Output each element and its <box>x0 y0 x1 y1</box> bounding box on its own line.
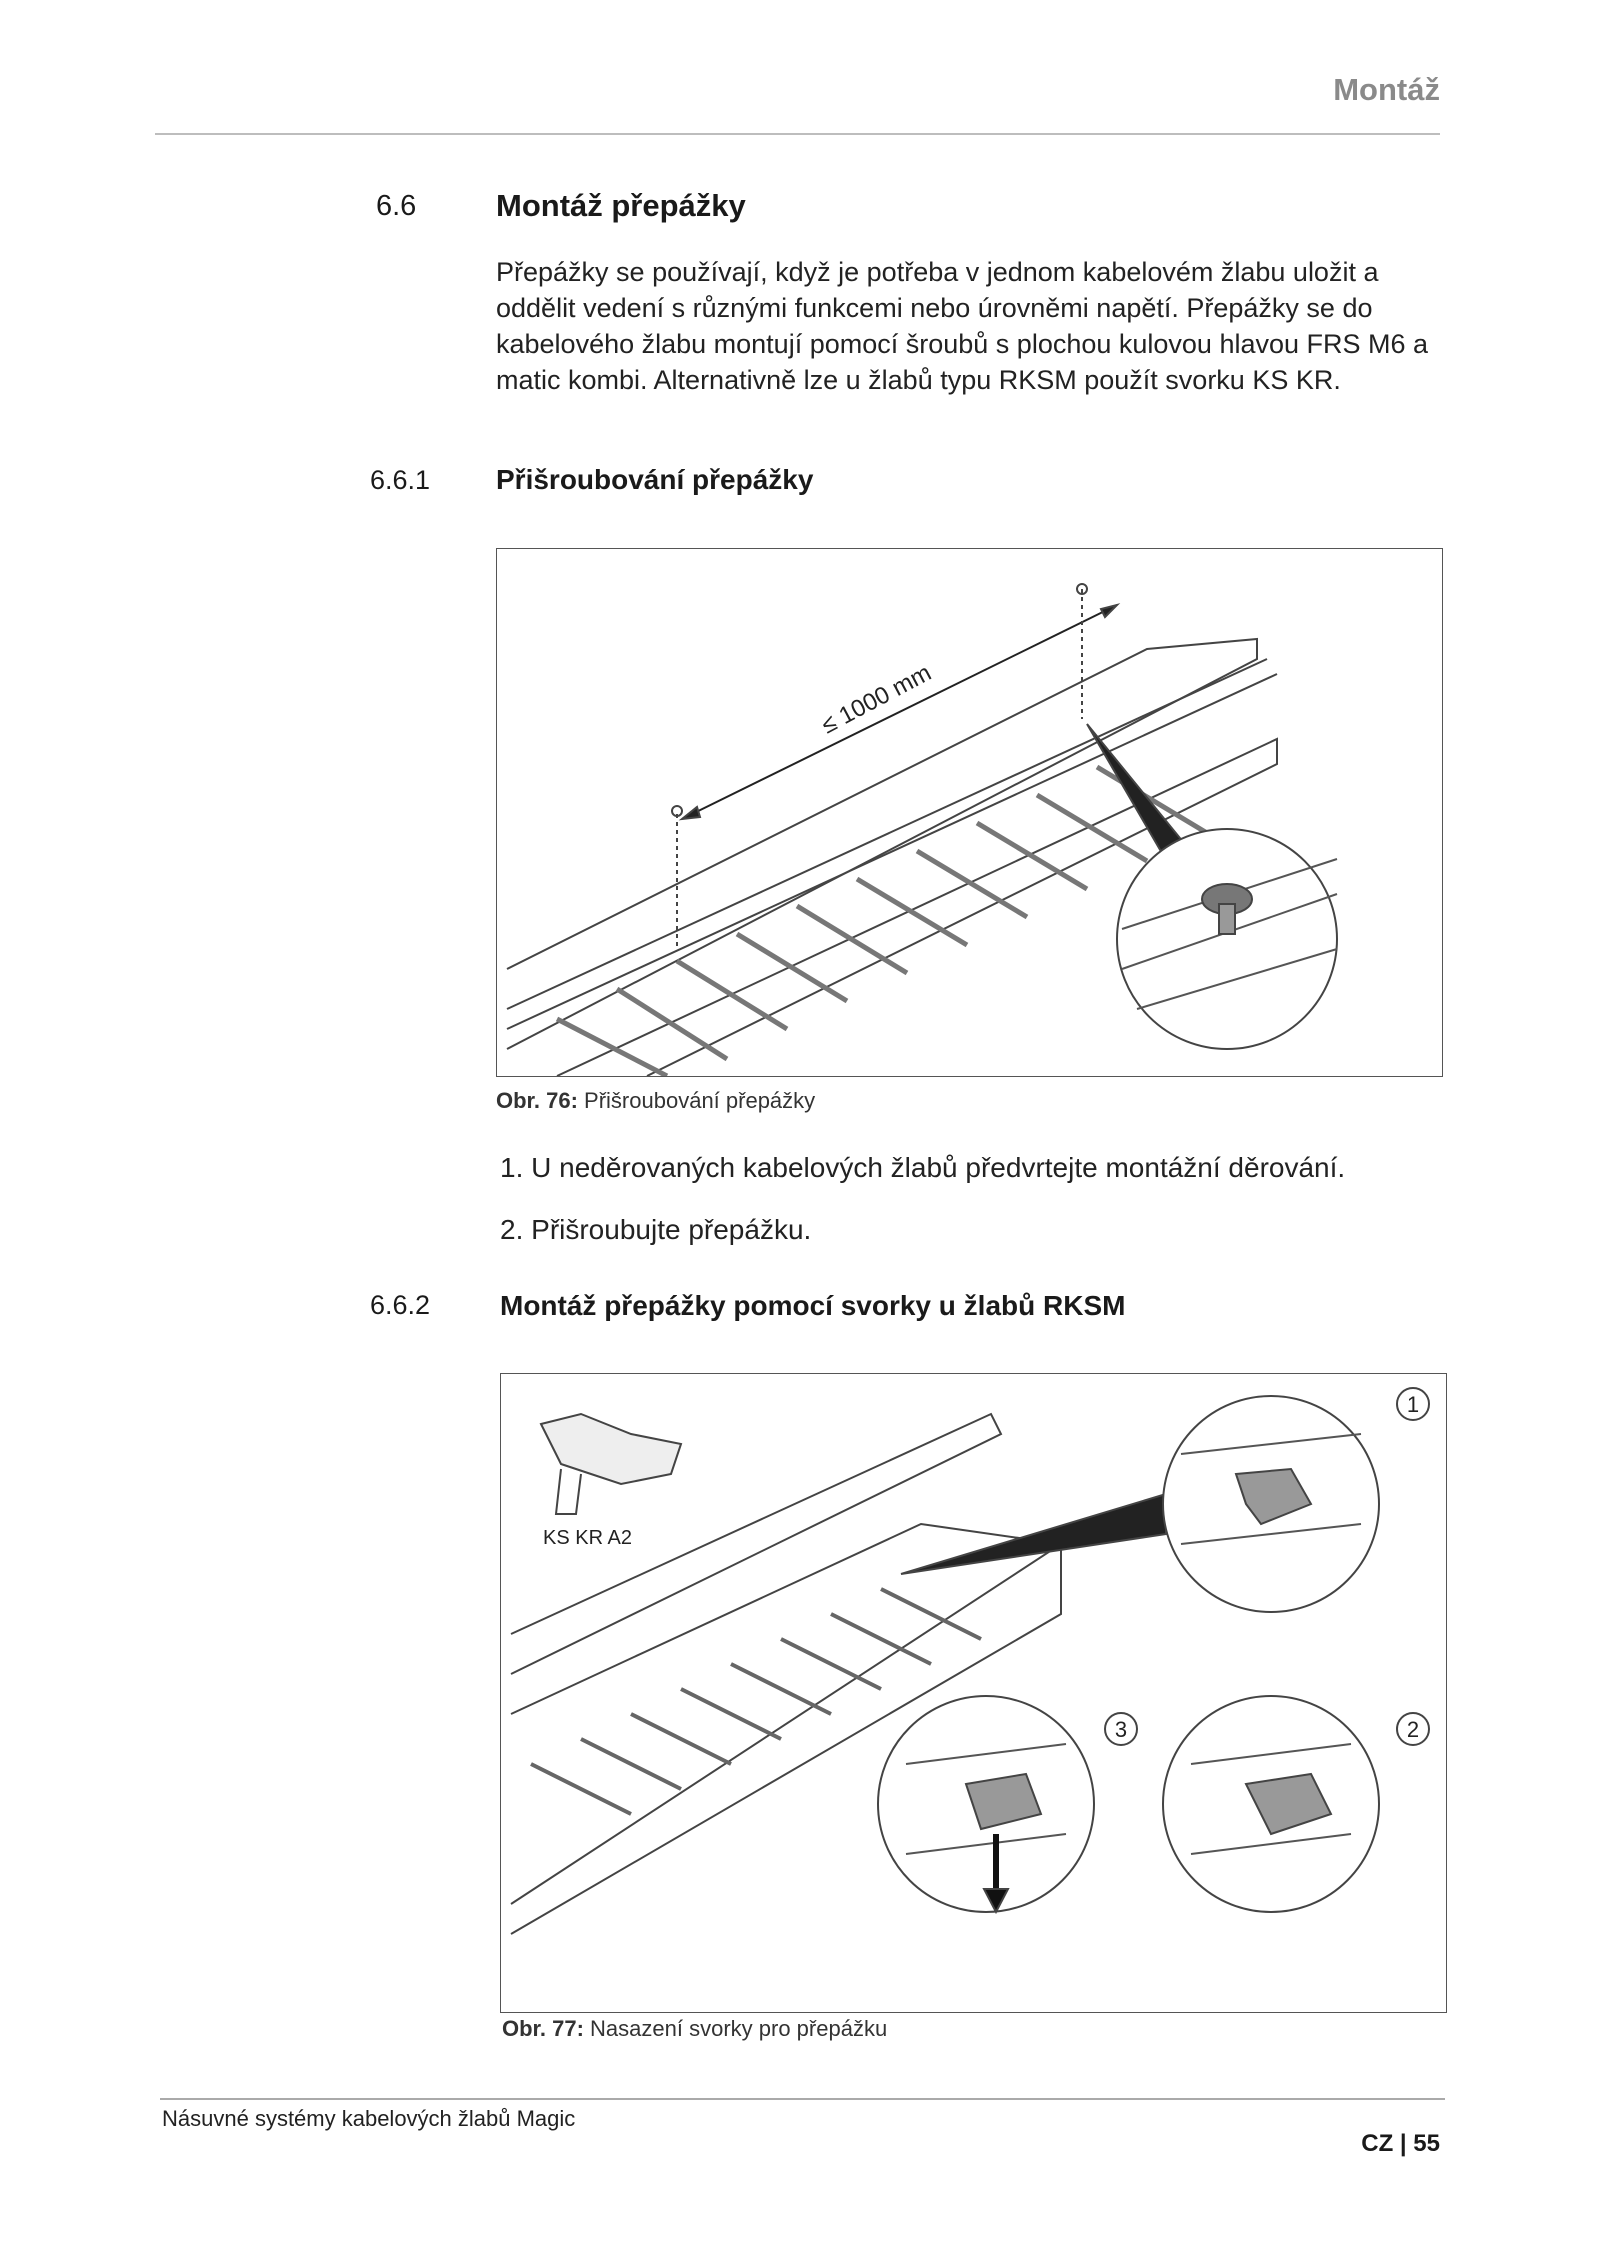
step-2 <box>500 1214 811 1246</box>
caption-text: Nasazení svorky pro přepážku <box>590 2016 888 2041</box>
running-header: Montáž <box>1333 72 1440 107</box>
figure-76-caption <box>496 1088 815 1114</box>
step-text: Přišroubujte přepážku. <box>531 1214 812 1245</box>
step-number: 1. <box>500 1152 524 1183</box>
figure-77-caption <box>502 2016 887 2042</box>
step-marker-3: 3 <box>1114 1717 1128 1742</box>
section-title: Montáž přepážky <box>496 188 746 223</box>
step-text: U neděrovaných kabelových žlabů předvrtejte montážní děrování. <box>531 1152 1346 1183</box>
figure-76-screw-mounting <box>496 548 1443 1077</box>
subsection-title: Přišroubování přepážky <box>496 464 814 495</box>
section-number: 6.6 <box>376 190 417 222</box>
page-number: CZ | 55 <box>1361 2130 1440 2157</box>
footer-divider <box>160 2098 1445 2100</box>
part-label: KS KR A2 <box>543 1527 632 1549</box>
step-number: 2. <box>500 1214 524 1245</box>
step-marker-2: 2 <box>1406 1717 1420 1742</box>
subsection-number: 6.6.2 <box>370 1290 431 1320</box>
caption-label: Obr. 77: <box>502 2016 584 2041</box>
caption-label: Obr. 76: <box>496 1088 578 1113</box>
subsection-title: Montáž přepážky pomocí svorky u žlabů RKSM <box>500 1290 1126 1321</box>
figure-77-clip-mounting <box>500 1373 1447 2013</box>
step-marker-1: 1 <box>1406 1392 1420 1417</box>
section-paragraph: Přepážky se používají, když je potřeba v jednom kabelovém žlabu uložit a oddělit vedení s různými funkcemi nebo úrovněmi napětí. Přepážky se do kabelového žlabu montují pomocí šroubů s plochou kulovou hlavou FRS M6 a matic kombi. Alternativně lze u žlabů typu RKSM použít svorku KS KR. <box>496 257 1429 395</box>
caption-text: Přišroubování přepážky <box>584 1088 816 1113</box>
header-divider <box>155 133 1440 135</box>
subsection-number: 6.6.1 <box>370 465 431 495</box>
footer-document-title: Násuvné systémy kabelových žlabů Magic <box>162 2106 576 2131</box>
step-1 <box>500 1152 1345 1184</box>
clip-illustration <box>501 1374 1446 2012</box>
dimension-label: ≤ 1000 mm <box>817 659 936 740</box>
cable-tray-illustration <box>497 549 1442 1076</box>
